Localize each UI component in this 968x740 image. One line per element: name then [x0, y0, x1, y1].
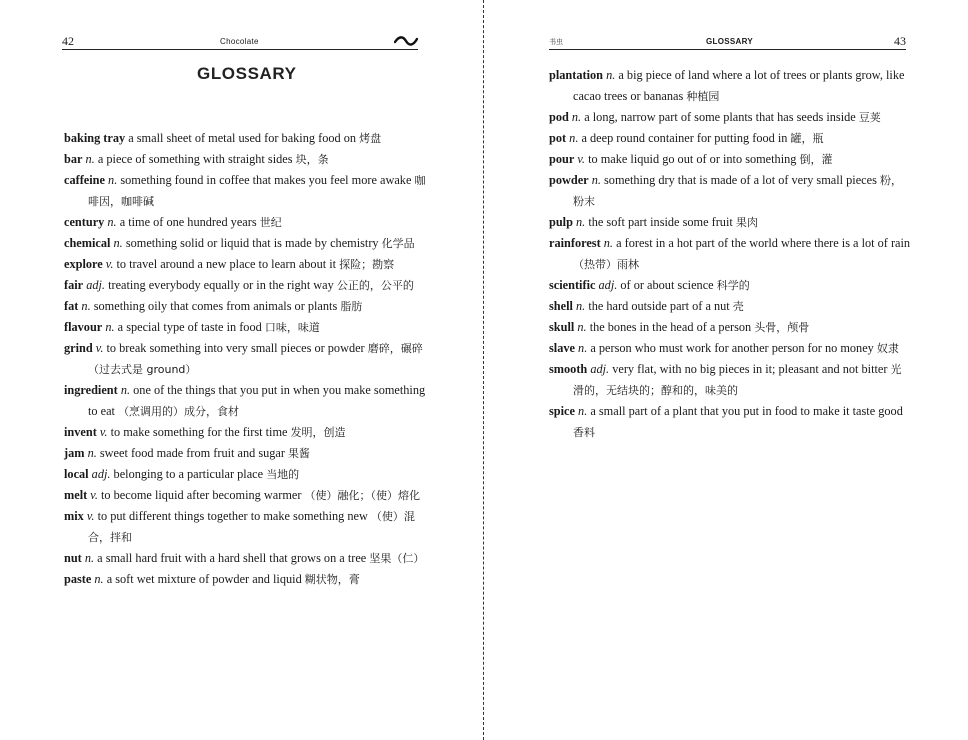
glossary-entry	[549, 128, 911, 149]
glossary-entry	[549, 107, 911, 128]
definition-cn: 罐，瓶	[790, 132, 824, 145]
part-of-speech: n.	[105, 320, 115, 334]
glossary-entry	[549, 65, 911, 107]
definition-en: a small part of a plant that you put in food to make it taste good	[590, 404, 903, 418]
part-of-speech: n.	[591, 173, 601, 187]
glossary-list-right	[549, 65, 911, 443]
glossary-term: skull	[549, 320, 575, 334]
glossary-entry	[64, 380, 426, 422]
definition-cn: 豆荚	[858, 111, 881, 124]
glossary-entry	[549, 170, 911, 212]
definition-cn: 粉，粉末	[573, 174, 902, 208]
definition-cn: 坚果（仁）	[369, 552, 425, 565]
glossary-entry	[64, 296, 426, 317]
glossary-term: slave	[549, 341, 575, 355]
part-of-speech: adj.	[598, 278, 618, 292]
page-number: 43	[894, 34, 906, 48]
glossary-entry	[64, 212, 426, 233]
definition-en: a big piece of land where a lot of trees or plants grow, like cacao trees or bananas	[573, 68, 905, 103]
glossary-heading: GLOSSARY	[197, 64, 297, 83]
part-of-speech: n.	[577, 320, 587, 334]
definition-en: one of the things that you put in when you make something to eat	[88, 383, 426, 418]
part-of-speech: n.	[603, 236, 613, 250]
glossary-term: fair	[64, 278, 84, 292]
definition-en: a small sheet of metal used for baking food on	[128, 131, 357, 145]
definition-en: to make something for the first time	[110, 425, 288, 439]
definition-cn: 磨碎，碾碎（过去式是 ground）	[88, 342, 423, 376]
glossary-entry	[64, 128, 426, 149]
definition-cn: 世纪	[259, 216, 282, 229]
definition-en: something found in coffee that makes you feel more awake	[120, 173, 412, 187]
definition-en: to break something into very small pieces or powder	[106, 341, 365, 355]
glossary-entry	[64, 485, 426, 506]
glossary-entry	[64, 464, 426, 485]
part-of-speech: n.	[108, 173, 118, 187]
running-mark: 书虫	[549, 38, 563, 46]
glossary-term: pot	[549, 131, 567, 145]
definition-cn: 口味，味道	[264, 321, 320, 334]
definition-en: something dry that is made of a lot of very small pieces	[604, 173, 877, 187]
definition-en: to become liquid after becoming warmer	[101, 488, 302, 502]
definition-en: to put different things together to make something new	[97, 509, 368, 523]
swash-ornament-icon	[394, 35, 418, 47]
glossary-term: explore	[64, 257, 103, 271]
part-of-speech: adj.	[86, 278, 105, 292]
glossary-term: shell	[549, 299, 573, 313]
definition-cn: （使）混合，拌和	[88, 510, 415, 544]
page-number: 42	[62, 34, 74, 48]
glossary-term: local	[64, 467, 89, 481]
definition-cn: 化学品	[381, 237, 415, 250]
page-divider	[483, 0, 484, 740]
part-of-speech: n.	[113, 236, 123, 250]
part-of-speech: n.	[85, 152, 95, 166]
definition-cn: 探险；勘察	[339, 258, 395, 271]
glossary-entry	[64, 338, 426, 380]
glossary-term: grind	[64, 341, 93, 355]
right-running-head	[549, 33, 906, 50]
part-of-speech: n.	[569, 131, 579, 145]
glossary-entry	[64, 506, 426, 548]
definition-cn: 种植园	[686, 90, 720, 103]
glossary-term: bar	[64, 152, 83, 166]
glossary-entry	[64, 233, 426, 254]
glossary-term: baking tray	[64, 131, 126, 145]
definition-en: a time of one hundred years	[119, 215, 257, 229]
part-of-speech: v.	[86, 509, 95, 523]
glossary-entry	[549, 233, 911, 275]
definition-cn: 发明，创造	[290, 426, 346, 439]
definition-en: the soft part inside some fruit	[588, 215, 733, 229]
definition-en: of or about science	[620, 278, 714, 292]
part-of-speech: n.	[576, 299, 586, 313]
glossary-term: scientific	[549, 278, 596, 292]
definition-cn: 脂肪	[340, 300, 363, 313]
right-page	[485, 0, 968, 740]
glossary-term: caffeine	[64, 173, 105, 187]
glossary-entry	[549, 149, 911, 170]
glossary-term: rainforest	[549, 236, 601, 250]
definition-en: a person who must work for another person for no money	[590, 341, 874, 355]
definition-en: something solid or liquid that is made by chemistry	[125, 236, 379, 250]
glossary-entry	[549, 296, 911, 317]
part-of-speech: n.	[84, 551, 95, 565]
part-of-speech: v.	[577, 152, 585, 166]
definition-en: the bones in the head of a person	[589, 320, 752, 334]
running-title: GLOSSARY	[706, 37, 753, 46]
glossary-term: spice	[549, 404, 575, 418]
glossary-term: mix	[64, 509, 84, 523]
glossary-term: pour	[549, 152, 575, 166]
definition-cn: （烹调用的）成分，食材	[118, 405, 240, 418]
definition-cn: 公正的，公平的	[336, 279, 414, 292]
glossary-term: melt	[64, 488, 88, 502]
part-of-speech: v.	[99, 425, 108, 439]
part-of-speech: adj.	[91, 467, 111, 481]
glossary-entry	[64, 275, 426, 296]
glossary-list-left	[64, 128, 426, 590]
definition-en: to travel around a new place to learn about it	[116, 257, 337, 271]
definition-cn: 奴隶	[876, 342, 899, 355]
definition-cn: （热带）雨林	[573, 258, 639, 271]
definition-en: the hard outside part of a nut	[588, 299, 730, 313]
definition-en: a special type of taste in food	[117, 320, 262, 334]
glossary-term: invent	[64, 425, 97, 439]
glossary-term: paste	[64, 572, 92, 586]
glossary-entry	[64, 443, 426, 464]
glossary-entry	[64, 317, 426, 338]
glossary-entry	[549, 359, 911, 401]
part-of-speech: n.	[606, 68, 616, 82]
part-of-speech: n.	[107, 215, 117, 229]
definition-cn: 糊状物，膏	[304, 573, 360, 586]
part-of-speech: n.	[81, 299, 91, 313]
definition-cn: 果肉	[735, 216, 758, 229]
glossary-term: plantation	[549, 68, 603, 82]
part-of-speech: v.	[90, 488, 98, 502]
definition-cn: 当地的	[266, 468, 300, 481]
definition-en: a piece of something with straight sides	[97, 152, 293, 166]
part-of-speech: v.	[105, 257, 114, 271]
definition-cn: 香料	[573, 426, 595, 439]
definition-en: sweet food made from fruit and sugar	[99, 446, 285, 460]
part-of-speech: n.	[576, 215, 586, 229]
definition-cn: 壳	[732, 300, 744, 313]
definition-en: a forest in a hot part of the world where there is a lot of rain	[616, 236, 911, 250]
definition-cn: 烤盘	[359, 132, 382, 145]
definition-cn: 块，条	[295, 153, 329, 166]
part-of-speech: adj.	[590, 362, 610, 376]
definition-en: very flat, with no big pieces in it; pleasant and not bitter	[612, 362, 888, 376]
glossary-entry	[549, 212, 911, 233]
definition-cn: （使）融化；（使）熔化	[304, 489, 421, 502]
definition-cn: 倒，灌	[799, 153, 833, 166]
definition-cn: 头骨，颅骨	[754, 321, 810, 334]
glossary-term: flavour	[64, 320, 103, 334]
glossary-entry	[549, 275, 911, 296]
glossary-entry	[64, 254, 426, 275]
glossary-entry	[64, 422, 426, 443]
glossary-term: jam	[64, 446, 85, 460]
glossary-entry	[549, 317, 911, 338]
part-of-speech: v.	[95, 341, 104, 355]
glossary-entry	[549, 338, 911, 359]
definition-en: a soft wet mixture of powder and liquid	[106, 572, 302, 586]
glossary-term: chemical	[64, 236, 111, 250]
definition-cn: 咖啡因，咖啡碱	[88, 174, 426, 208]
definition-en: a deep round container for putting food in	[581, 131, 788, 145]
definition-en: belonging to a particular place	[113, 467, 264, 481]
definition-cn: 科学的	[716, 279, 750, 292]
glossary-entry	[549, 401, 911, 443]
glossary-term: ingredient	[64, 383, 118, 397]
definition-en: a small hard fruit with a hard shell that grows on a tree	[97, 551, 367, 565]
part-of-speech: n.	[578, 341, 588, 355]
glossary-entry	[64, 569, 426, 590]
part-of-speech: n.	[578, 404, 588, 418]
definition-en: something oily that comes from animals or plants	[93, 299, 338, 313]
definition-en: to make liquid go out of or into something	[588, 152, 797, 166]
definition-en: treating everybody equally or in the right way	[108, 278, 334, 292]
glossary-term: smooth	[549, 362, 588, 376]
part-of-speech: n.	[87, 446, 97, 460]
glossary-term: powder	[549, 173, 589, 187]
left-running-head	[62, 33, 418, 50]
glossary-term: pod	[549, 110, 569, 124]
definition-cn: 果酱	[288, 447, 311, 460]
part-of-speech: n.	[94, 572, 104, 586]
part-of-speech: n.	[120, 383, 131, 397]
glossary-term: pulp	[549, 215, 573, 229]
definition-en: a long, narrow part of some plants that has seeds inside	[584, 110, 856, 124]
glossary-term: century	[64, 215, 105, 229]
glossary-term: nut	[64, 551, 82, 565]
part-of-speech: n.	[571, 110, 582, 124]
glossary-entry	[64, 149, 426, 170]
glossary-entry	[64, 170, 426, 212]
running-title: Chocolate	[220, 37, 259, 46]
glossary-term: fat	[64, 299, 79, 313]
glossary-entry	[64, 548, 426, 569]
definition-cn: 光滑的，无结块的；醇和的，味美的	[573, 363, 902, 397]
